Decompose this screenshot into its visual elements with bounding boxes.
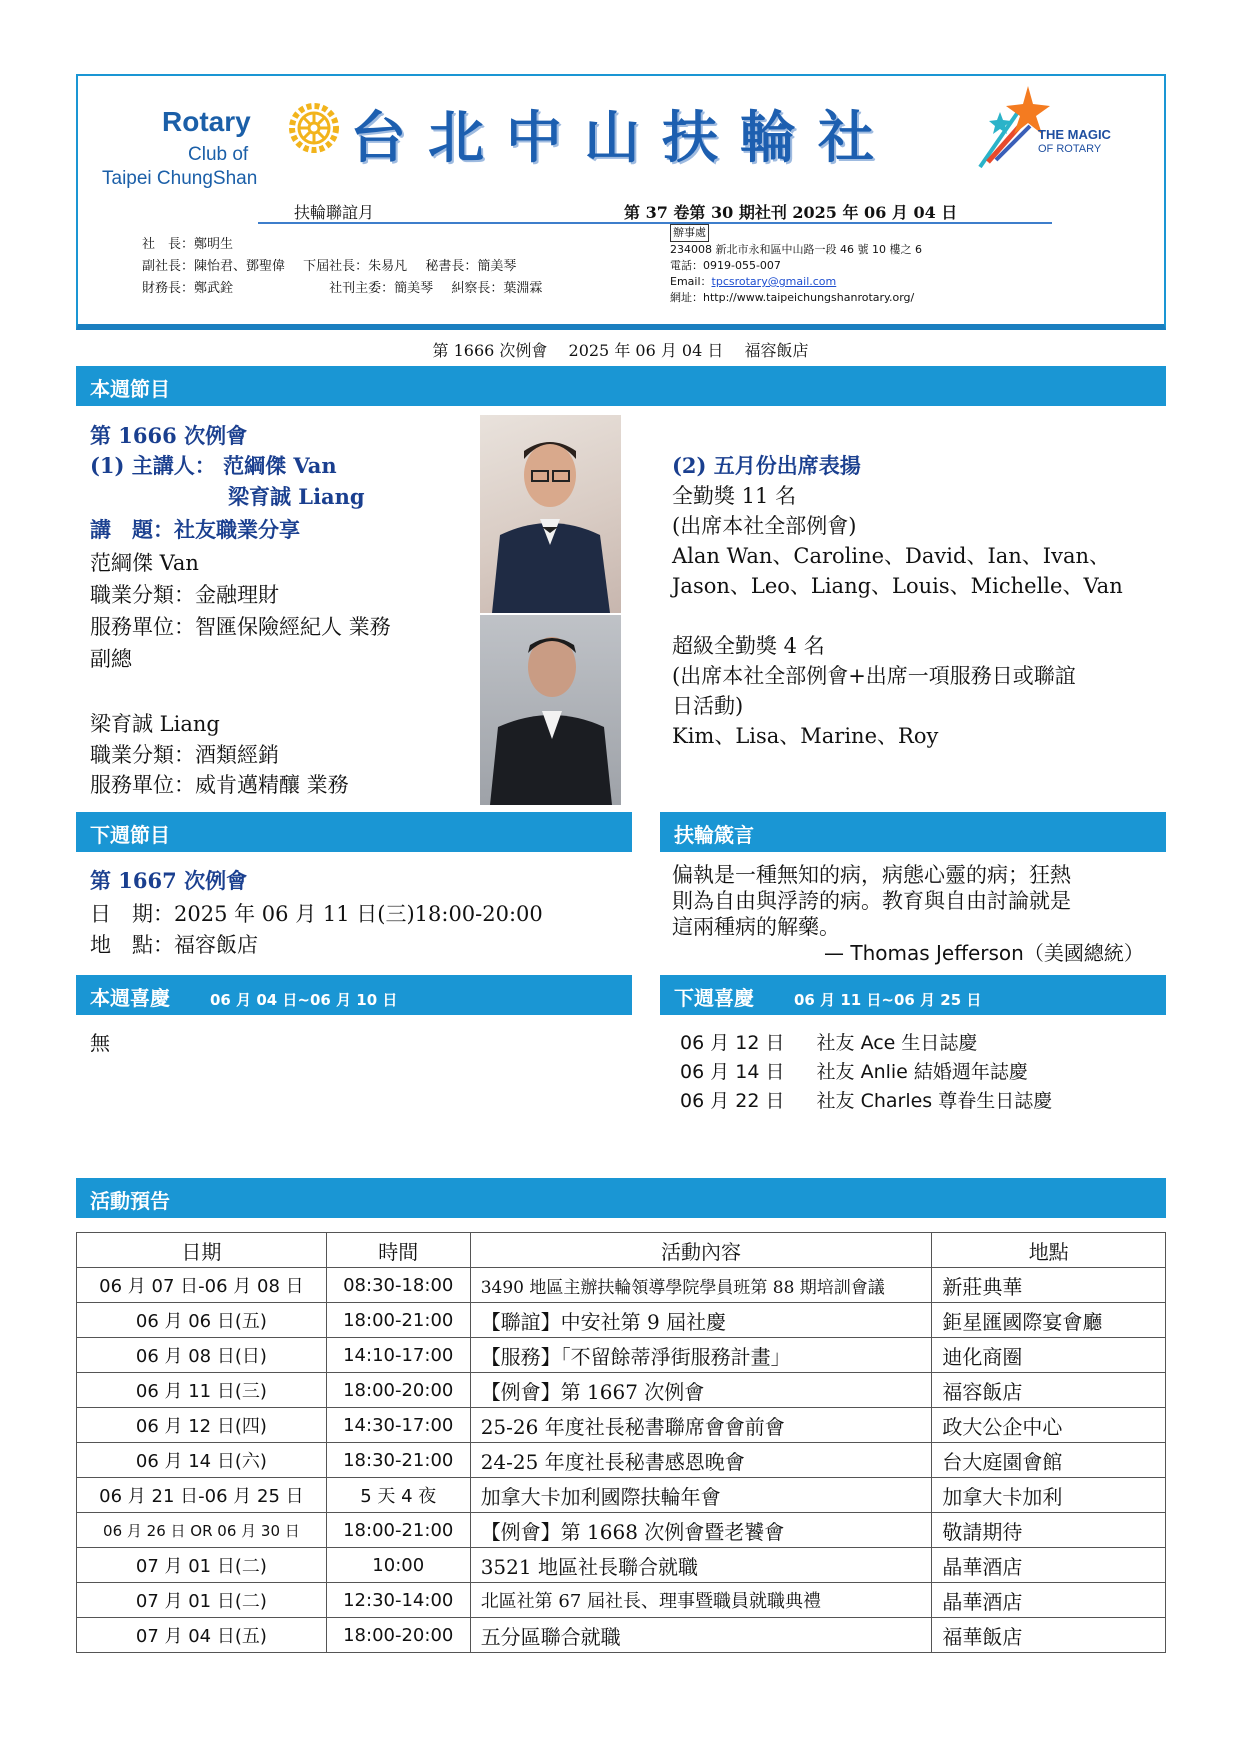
row-place: 加拿大卡加利 [932, 1478, 1166, 1513]
this-week-celebration-bar [76, 975, 632, 1015]
table-row [77, 1373, 1166, 1408]
celebration-text: 社友 Ace 生日誌慶 [816, 1032, 978, 1054]
next-week-celebration-range: 06 月 11 日~06 月 25 日 [794, 991, 982, 1009]
p1-category: 職業分類：金融理財 [90, 583, 279, 607]
row-content: 加拿大卡加利國際扶輪年會 [470, 1478, 932, 1513]
row-place: 福容飯店 [932, 1373, 1166, 1408]
meeting-line: 第 1666 次例會 2025 年 06 月 04 日 福容飯店 [432, 341, 809, 360]
row-content: 3521 地區社長聯合就職 [470, 1548, 932, 1583]
full-award-names-1: Alan Wan、Caroline、David、Ian、Ivan、 [672, 544, 1110, 568]
celebration-text: 社友 Charles 尊眷生日誌慶 [816, 1090, 1053, 1112]
header-time: 時間 [326, 1233, 470, 1268]
newsletter-header [76, 74, 1166, 330]
row-time: 18:00-20:00 [326, 1373, 470, 1408]
row-content: 24-25 年度社長秘書感恩晚會 [470, 1443, 932, 1478]
p2-category: 職業分類：酒類經銷 [90, 743, 279, 767]
speaker-line-2: 梁育誠 Liang [228, 484, 365, 509]
table-row [77, 1583, 1166, 1618]
logo-club-text: Club of [188, 144, 249, 165]
this-week-celebration-content: 無 [90, 1031, 110, 1055]
issue-info: 第 37 卷第 30 期社刊 2025 年 06 月 04 日 [624, 203, 958, 222]
celebration-date: 06 月 14 日 [680, 1061, 785, 1083]
row-place: 晶華酒店 [932, 1548, 1166, 1583]
row-date: 06 月 26 日 OR 06 月 30 日 [77, 1513, 327, 1548]
super-award-desc-1: (出席本社全部例會+出席一項服務日或聯誼 [672, 664, 1076, 688]
p1-unit-line-2: 副總 [90, 647, 132, 671]
officer-vice: 副社長：陳怡君、鄧聖偉 [142, 259, 286, 274]
super-award-names: Kim、Lisa、Marine、Roy [672, 724, 939, 748]
row-date: 07 月 04 日(五) [77, 1618, 327, 1653]
header-divider [258, 222, 1052, 224]
row-date: 07 月 01 日(二) [77, 1583, 327, 1618]
next-week-date: 日 期：2025 年 06 月 11 日(三)18:00-20:00 [90, 902, 543, 926]
row-place: 鉅星匯國際宴會廳 [932, 1303, 1166, 1338]
table-row [77, 1338, 1166, 1373]
officer-treasurer: 財務長：鄭武銓 [142, 281, 234, 296]
header-content: 活動內容 [470, 1233, 932, 1268]
this-week-bar-label: 本週節目 [90, 377, 170, 401]
logo-city-text: Taipei ChungShan [102, 168, 258, 189]
table-row [77, 1268, 1166, 1303]
row-date: 07 月 01 日(二) [77, 1548, 327, 1583]
row-date: 06 月 12 日(四) [77, 1408, 327, 1443]
table-row [77, 1408, 1166, 1443]
celebration-item [680, 1057, 1028, 1087]
super-award-desc-2: 日活動) [672, 694, 744, 718]
this-week-meeting-no: 第 1666 次例會 [90, 423, 248, 448]
row-date: 06 月 14 日(六) [77, 1443, 327, 1478]
next-week-bar-label: 下週節目 [90, 823, 170, 847]
row-time: 18:00-21:00 [326, 1513, 470, 1548]
p1-name: 范綱傑 Van [90, 551, 199, 575]
celebration-date: 06 月 22 日 [680, 1090, 785, 1112]
next-week-celebration-bar [660, 975, 1166, 1015]
row-time: 10:00 [326, 1548, 470, 1583]
motto-line-2: 則為自由與浮誇的病。教育與自由討論就是 [672, 889, 1071, 913]
logo-rotary-text: Rotary [162, 106, 251, 137]
p1-unit-line-1: 服務單位：智匯保險經紀人 業務 [90, 615, 391, 639]
row-time: 08:30-18:00 [326, 1268, 470, 1303]
rotary-wheel-icon [288, 102, 340, 154]
header-place: 地點 [932, 1233, 1166, 1268]
website-link[interactable]: 網址：http://www.taipeichungshanrotary.org/ [670, 291, 915, 304]
person-silhouette-icon [480, 615, 621, 805]
table-row [77, 1478, 1166, 1513]
activities-bar [76, 1178, 1166, 1218]
this-week-celebration-label: 本週喜慶 [90, 986, 170, 1010]
motto-bar [660, 812, 1166, 852]
motto-author: — Thomas Jefferson（美國總統） [824, 941, 1144, 965]
table-row [77, 1513, 1166, 1548]
row-time: 18:30-21:00 [326, 1443, 470, 1478]
address: 234008 新北市永和區中山路一段 46 號 10 樓之 6 [670, 243, 922, 256]
row-content: 【聯誼】中安社第 9 屆社慶 [470, 1303, 932, 1338]
next-week-meeting-no: 第 1667 次例會 [90, 868, 248, 893]
row-place: 新莊典華 [932, 1268, 1166, 1303]
next-week-bar [76, 812, 632, 852]
officer-editor: 社刊主委：簡美琴 [329, 281, 434, 296]
activities-bar-label: 活動預告 [90, 1189, 170, 1213]
this-week-celebration-range: 06 月 04 日~06 月 10 日 [210, 991, 398, 1009]
celebration-item [680, 1086, 1052, 1116]
row-date: 06 月 21 日-06 月 25 日 [77, 1478, 327, 1513]
this-week-bar [76, 366, 1166, 406]
full-award-desc: (出席本社全部例會) [672, 514, 857, 538]
row-content: 【例會】第 1668 次例會暨老饕會 [470, 1513, 932, 1548]
row-content: 3490 地區主辦扶輪領導學院學員班第 88 期培訓會議 [470, 1268, 932, 1303]
row-date: 06 月 07 日-06 月 08 日 [77, 1268, 327, 1303]
next-week-celebration-label: 下週喜慶 [674, 986, 754, 1010]
p2-unit: 服務單位：威肯邁精釀 業務 [90, 773, 349, 797]
speaker-liang-photo [480, 615, 621, 805]
row-time: 18:00-21:00 [326, 1303, 470, 1338]
officer-president: 社 長：鄭明生 [142, 237, 234, 252]
magic-title: THE MAGIC [1038, 127, 1111, 142]
table-header-row [77, 1233, 1166, 1268]
row-date: 06 月 06 日(五) [77, 1303, 327, 1338]
celebration-date: 06 月 12 日 [680, 1032, 785, 1054]
office-tag: 辦事處 [670, 224, 709, 242]
p2-name: 梁育誠 Liang [90, 712, 220, 736]
motto-line-3: 這兩種病的解藥。 [672, 915, 840, 939]
row-time: 5 天 4 夜 [326, 1478, 470, 1513]
person-silhouette-icon [480, 415, 621, 613]
row-place: 政大公企中心 [932, 1408, 1166, 1443]
row-time: 14:30-17:00 [326, 1408, 470, 1443]
club-name-title: 台北中山扶輪社 [350, 106, 896, 171]
attendance-title: (2) 五月份出席表揚 [672, 453, 861, 478]
row-date: 06 月 08 日(日) [77, 1338, 327, 1373]
next-week-place: 地 點：福容飯店 [90, 933, 258, 957]
row-content: 北區社第 67 屆社長、理事暨職員就職典禮 [470, 1583, 932, 1618]
row-time: 12:30-14:00 [326, 1583, 470, 1618]
email-link[interactable]: tpcsrotary@gmail.com [711, 275, 837, 288]
magic-subtitle: OF ROTARY [1038, 143, 1102, 155]
motto-line-1: 偏執是一種無知的病，病態心靈的病；狂熱 [672, 863, 1071, 887]
phone: 電話：0919-055-007 [670, 259, 781, 272]
motto-bar-label: 扶輪箴言 [674, 823, 754, 847]
speaker-line-1: (1) 主講人： 范綱傑 Van [90, 453, 337, 478]
row-content: 25-26 年度社長秘書聯席會會前會 [470, 1408, 932, 1443]
officer-sergeant: 糾察長：葉淵霖 [451, 281, 543, 296]
row-date: 06 月 11 日(三) [77, 1373, 327, 1408]
officers-list [142, 234, 542, 300]
officer-next-president: 下屆社長：朱易凡 [303, 259, 408, 274]
contact-info [670, 224, 922, 306]
row-content: 【服務】「不留餘蒂淨街服務計畫」 [470, 1338, 932, 1373]
full-award-names-2: Jason、Leo、Liang、Louis、Michelle、Van [672, 574, 1123, 598]
row-place: 敬請期待 [932, 1513, 1166, 1548]
topic: 講 題：社友職業分享 [90, 517, 300, 542]
row-place: 迪化商圈 [932, 1338, 1166, 1373]
header-date: 日期 [77, 1233, 327, 1268]
row-place: 福華飯店 [932, 1618, 1166, 1653]
table-row [77, 1443, 1166, 1478]
celebration-item [680, 1028, 977, 1058]
table-row [77, 1303, 1166, 1338]
row-content: 【例會】第 1667 次例會 [470, 1373, 932, 1408]
month-theme: 扶輪聯誼月 [294, 203, 375, 222]
full-award: 全勤獎 11 名 [672, 484, 797, 508]
email-label: Email： [670, 275, 712, 288]
table-row [77, 1618, 1166, 1653]
row-time: 14:10-17:00 [326, 1338, 470, 1373]
celebration-text: 社友 Anlie 結婚週年誌慶 [816, 1061, 1028, 1083]
row-place: 晶華酒店 [932, 1583, 1166, 1618]
row-content: 五分區聯合就職 [470, 1618, 932, 1653]
officer-secretary: 秘書長：簡美琴 [425, 259, 517, 274]
row-place: 台大庭園會館 [932, 1443, 1166, 1478]
rotary-logo [100, 96, 330, 192]
row-time: 18:00-20:00 [326, 1618, 470, 1653]
magic-of-rotary-logo [970, 82, 1140, 182]
magic-logo-text [1038, 128, 1111, 156]
table-row [77, 1548, 1166, 1583]
speaker-van-photo [480, 415, 621, 613]
super-award: 超級全勤獎 4 名 [672, 634, 825, 658]
activities-table [76, 1232, 1166, 1653]
